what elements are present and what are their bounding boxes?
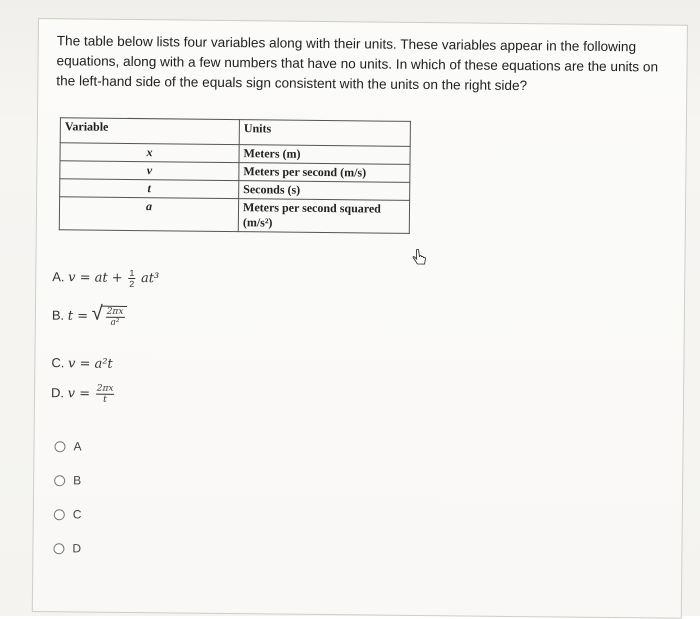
equation-label: B.: [51, 307, 65, 323]
equation-c: [51, 355, 112, 372]
option-label: B: [73, 473, 82, 488]
table-row: [59, 197, 409, 234]
fraction: [106, 307, 125, 328]
fraction-denominator: 2: [129, 278, 135, 290]
fraction-denominator: t: [103, 394, 107, 405]
option-label: C: [72, 507, 82, 522]
variable-symbol: a: [59, 197, 238, 232]
equation-label: C.: [51, 355, 65, 371]
equation-lhs: v = at +: [68, 270, 123, 286]
variable-unit: Seconds (s): [239, 181, 410, 201]
header-variable: Variable: [60, 118, 239, 145]
table-header-row: [60, 118, 410, 147]
fraction: [96, 384, 115, 405]
variable-unit: Meters (m): [239, 145, 410, 165]
equation-lhs: v =: [67, 386, 91, 402]
radio-button[interactable]: [54, 475, 65, 486]
equation-b: [51, 302, 127, 328]
option-d[interactable]: [53, 541, 81, 555]
fraction-numerator: 2πx: [96, 383, 114, 394]
variable-symbol: t: [60, 179, 239, 199]
fraction: [128, 268, 135, 289]
fraction-denominator: a²: [110, 317, 120, 328]
variable-symbol: v: [60, 161, 239, 181]
option-a[interactable]: [54, 439, 81, 453]
variable-symbol: x: [60, 143, 239, 163]
fraction-numerator: 1: [129, 267, 135, 279]
radical-sign-icon: √: [91, 302, 103, 325]
option-label: D: [72, 541, 82, 556]
variable-unit: Meters per second (m/s): [239, 163, 410, 183]
question-text: The table below lists four variables along with their units. These variables appear in the following equations, along with a few numbers that have no units. In which of these equations are the units on the left-hand side of the equals sign consistent with the units on the right side?: [56, 33, 659, 94]
equation-rhs: at³: [140, 271, 160, 287]
hand-cursor-icon: [411, 249, 427, 267]
variable-unit: Meters per second squared (m/s²): [238, 199, 409, 234]
radio-button[interactable]: [53, 543, 64, 554]
equation-label: D.: [50, 385, 65, 401]
equation-a: [52, 267, 159, 289]
variables-table: [59, 117, 411, 234]
option-c[interactable]: [54, 507, 82, 521]
question-card: [32, 18, 688, 619]
radio-button[interactable]: [54, 441, 65, 452]
fraction-numerator: 2πx: [106, 306, 124, 317]
equation-d: [51, 383, 117, 405]
radio-button[interactable]: [54, 509, 65, 520]
square-root: [91, 302, 127, 328]
equation-expr: v = a²t: [67, 356, 113, 372]
equation-label: A.: [52, 269, 65, 285]
header-units: Units: [239, 120, 410, 147]
equation-lhs: t =: [67, 308, 89, 324]
option-b[interactable]: [54, 473, 81, 487]
option-label: A: [73, 439, 82, 454]
